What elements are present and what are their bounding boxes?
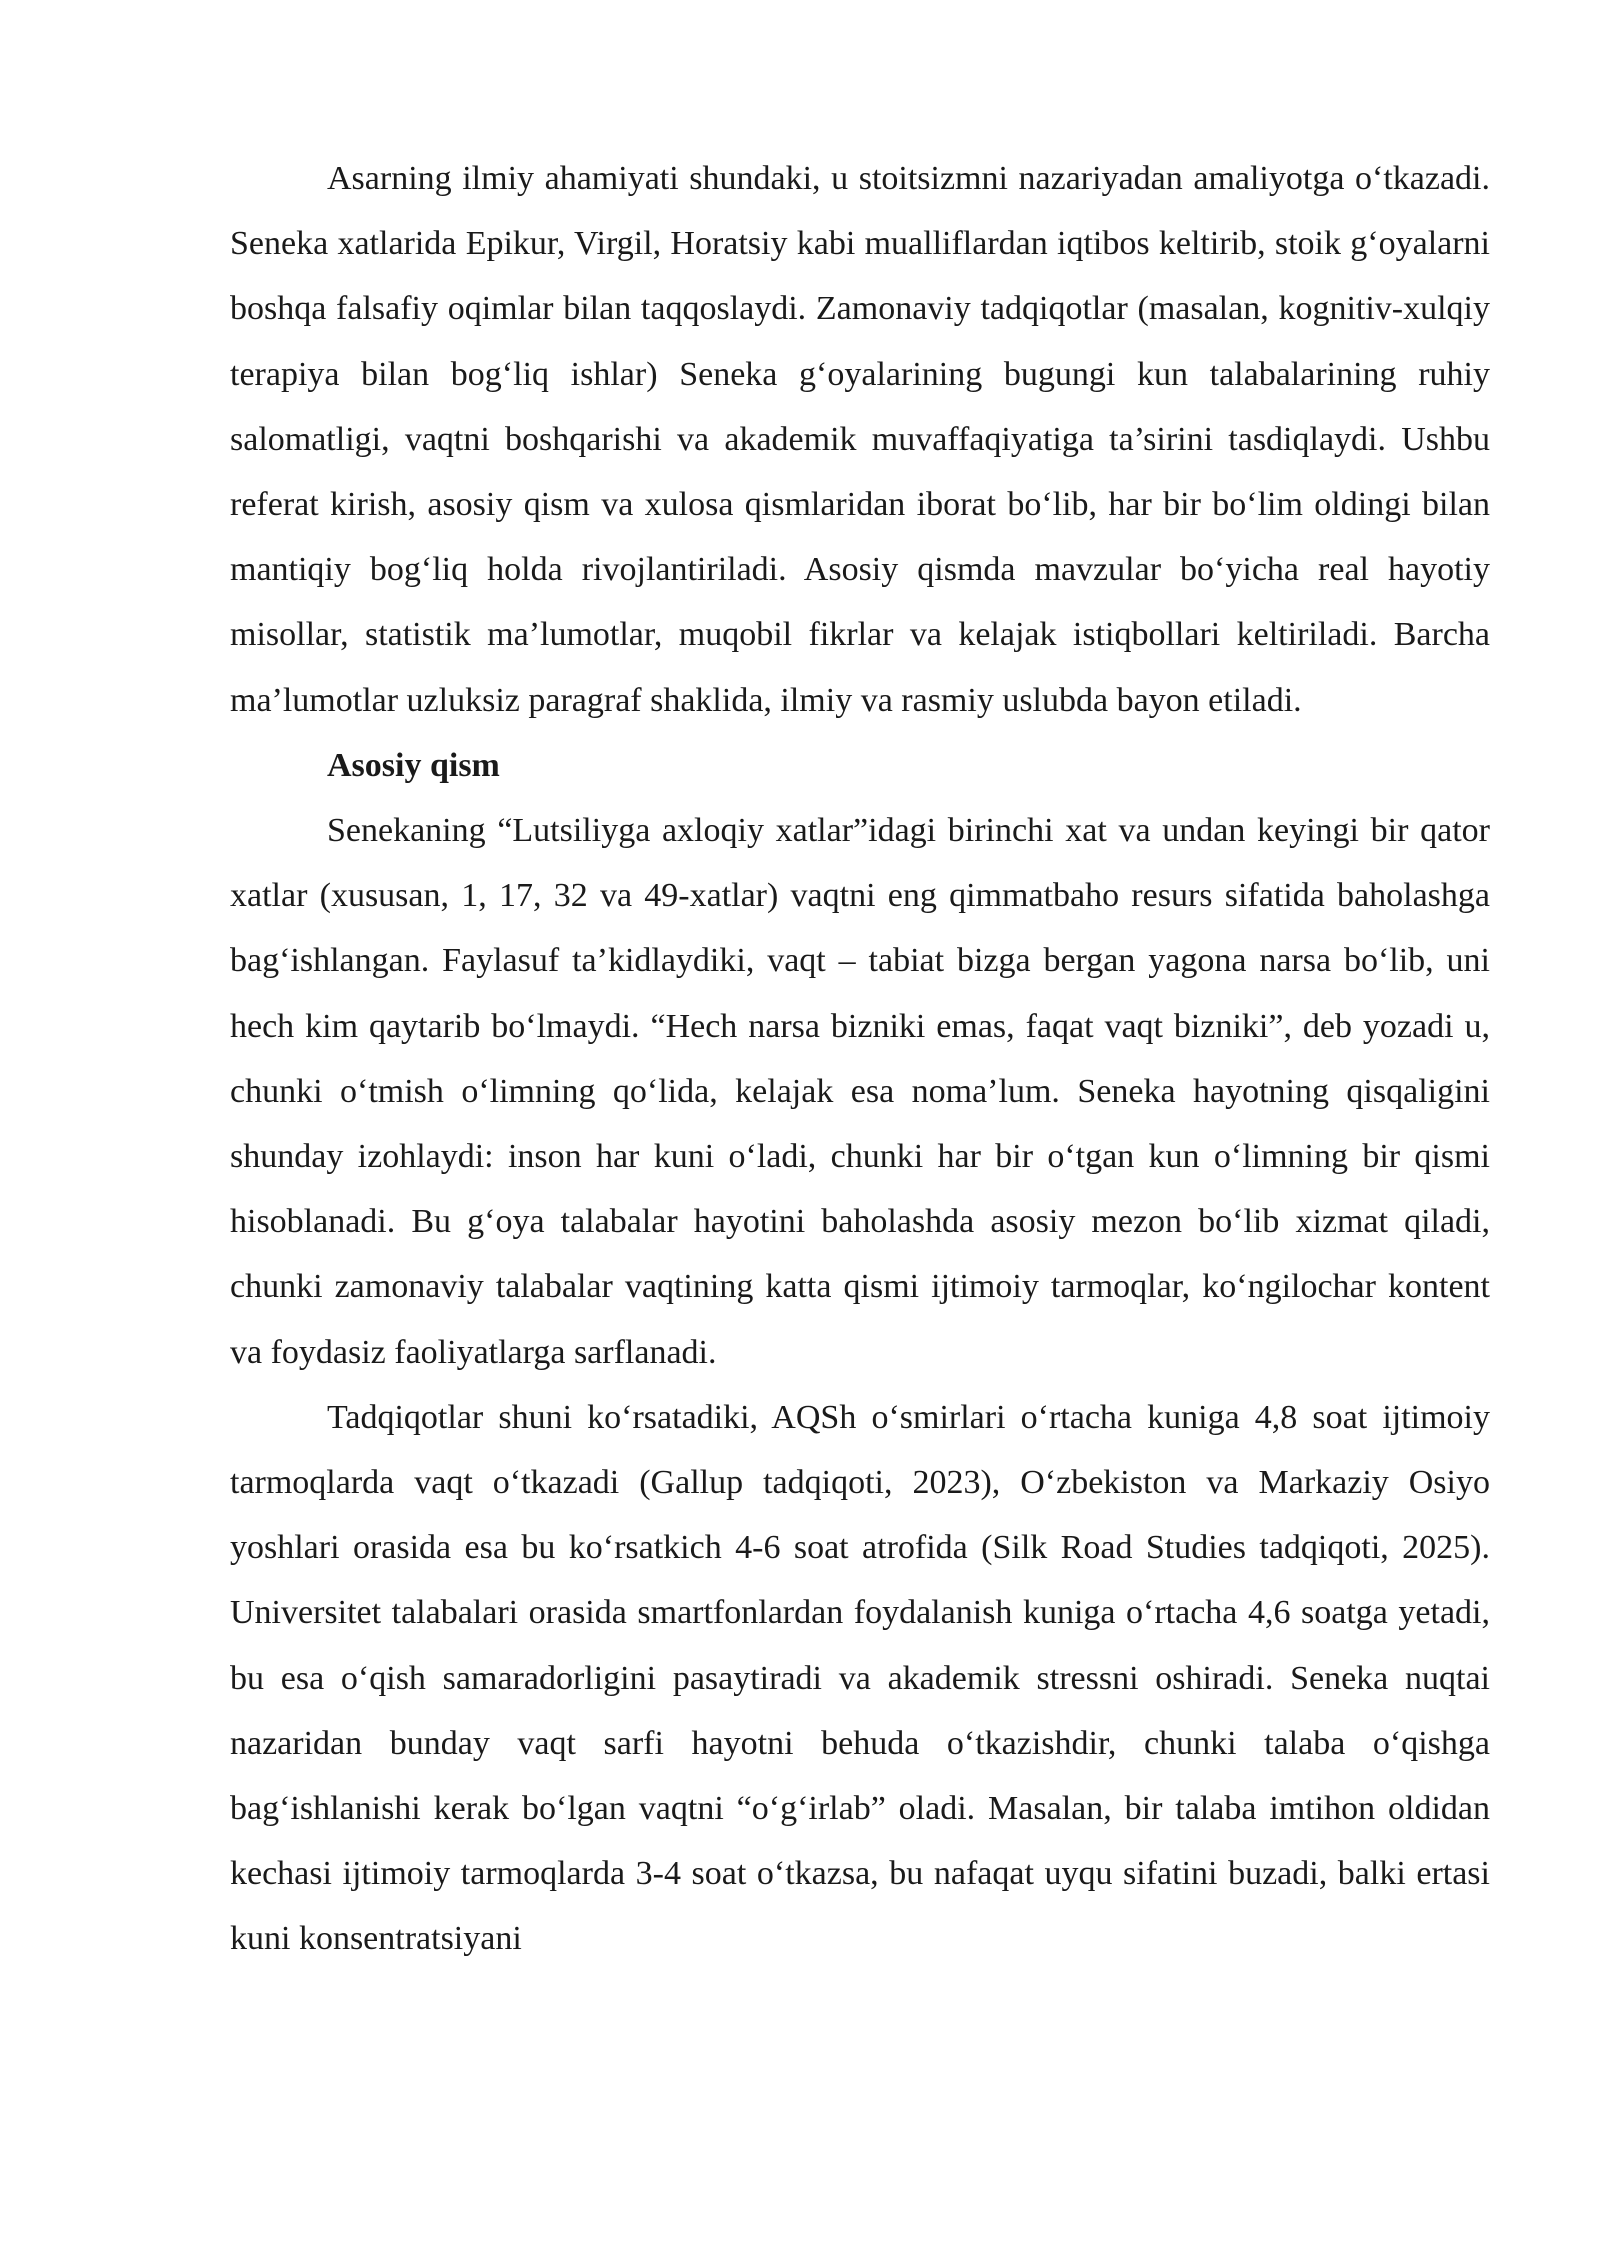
document-page — [230, 146, 1490, 1972]
paragraph-intro-significance: Asarning ilmiy ahamiyati shundaki, u stoitsizmni nazariyadan amaliyotga o‘tkazadi. Seneka xatlarida Epikur, Virgil, Horatsiy kabi mualliflardan iqtibos keltirib, stoik g‘oyalarni boshqa falsafiy oqimlar bilan taqqoslaydi. Zamonaviy tadqiqotlar (masalan, kognitiv-xulqiy terapiya bilan bog‘liq ishlar) Seneka g‘oyalarining bugungi kun talabalarining ruhiy salomatligi, vaqtni boshqarishi va akademik muvaffaqiyatiga ta’sirini tasdiqlaydi. Ushbu referat kirish, asosiy qism va xulosa qismlaridan iborat bo‘lib, har bir bo‘lim oldingi bilan mantiqiy bog‘liq holda rivojlantiriladi. Asosiy qismda mavzular bo‘yicha real hayotiy misollar, statistik ma’lumotlar, muqobil fikrlar va kelajak istiqbollari keltiriladi. Barcha ma’lumotlar uzluksiz paragraf shaklida, ilmiy va rasmiy uslubda bayon etiladi. — [230, 160, 1490, 719]
section-heading: Asosiy qism — [327, 746, 500, 784]
paragraph-research-statistics: Tadqiqotlar shuni ko‘rsatadiki, AQSh o‘smirlari o‘rtacha kuniga 4,8 soat ijtimoiy tarmoqlarda vaqt o‘tkazadi (Gallup tadqiqoti, 2023), O‘zbekiston va Markaziy Osiyo yoshlari orasida esa bu ko‘rsatkich 4-6 soat atrofida (Silk Road Studies tadqiqoti, 2025). Universitet talabalari orasida smartfonlardan foydalanish kuniga o‘rtacha 4,6 soatga yetadi, bu esa o‘qish samaradorligini pasaytiradi va akademik stressni oshiradi. Seneka nuqtai nazaridan bunday vaqt sarfi hayotni behuda o‘tkazishdir, chunki talaba o‘qishga bag‘ishlanishi kerak bo‘lgan vaqtni “o‘g‘irlab” oladi. Masalan, bir talaba imtihon oldidan kechasi ijtimoiy tarmoqlarda 3-4 soat o‘tkazsa, bu nafaqat uyqu sifatini buzadi, balki ertasi kuni konsentratsiyani — [230, 1398, 1490, 1958]
paragraph-time-value: Senekaning “Lutsiliyga axloqiy xatlar”idagi birinchi xat va undan keyingi bir qator xatlar (xususan, 1, 17, 32 va 49-xatlar) vaqtni eng qimmatbaho resurs sifatida baholashga bag‘ishlangan. Faylasuf ta’kidlaydiki, vaqt – tabiat bizga bergan yagona narsa bo‘lib, uni hech kim qaytarib bo‘lmaydi. “Hech narsa bizniki emas, faqat vaqt bizniki”, deb yozadi u, chunki o‘tmish o‘limning qo‘lida, kelajak esa noma’lum. Seneka hayotning qisqaligini shunday izohlaydi: inson har kuni o‘ladi, chunki har bir o‘tgan kun o‘limning bir qismi hisoblanadi. Bu g‘oya talabalar hayotini baholashda asosiy mezon bo‘lib xizmat qiladi, chunki zamonaviy talabalar vaqtining katta qismi ijtimoiy tarmoqlar, ko‘ngilochar kontent va foydasiz faoliyatlarga sarflanadi. — [230, 812, 1490, 1371]
